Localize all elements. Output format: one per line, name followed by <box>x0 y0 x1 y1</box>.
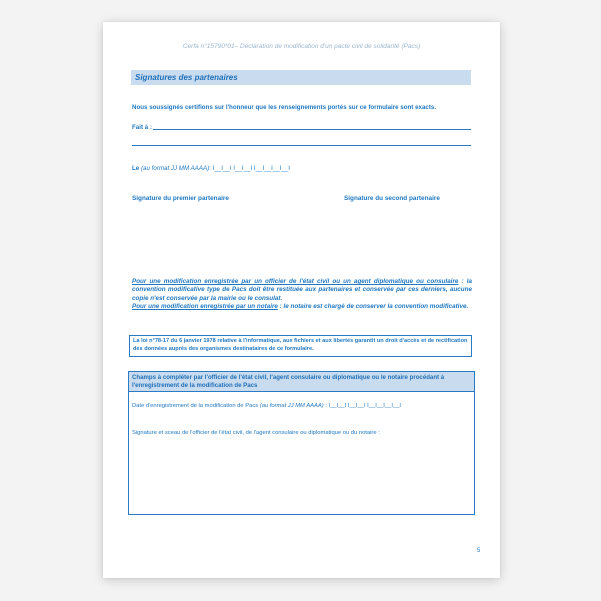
registration-date-format: (au format JJ MM AAAA) <box>259 403 324 409</box>
section-title: Signatures des partenaires <box>135 73 238 82</box>
date-format-hint: (au format JJ MM AAAA) <box>140 165 210 172</box>
official-fields-header: Champs à compléter par l'officier de l'état civil, l'agent consulaire ou diplomatique ou le notaire procédant à l'enregistrement de la modification de Pacs <box>129 372 474 392</box>
certification-text: Nous soussignés certifions sur l'honneur que les renseignements portés sur ce formulaire sont exacts. <box>132 104 437 111</box>
note1-text: : la convention modificative type de Pacs doit être restituée aux partenaires et conservée par ces derniers, aucune copie n'est conservée par la mairie ou le consulat. <box>132 278 472 302</box>
note2-text: : le notaire est chargé de conserver la convention modificative. <box>277 302 469 310</box>
form-page <box>103 22 500 578</box>
privacy-law-box: La loi n°78-17 du 6 janvier 1978 relative à l'informatique, aux fichiers et aux libertés garantit un droit d'accès et de rectification des données auprès des organismes destinataires de ce formulaire. <box>129 335 472 357</box>
registration-date-field[interactable] <box>132 403 401 409</box>
registration-date-boxes[interactable]: : I__I__I I__I__I I__I__I__I__I <box>325 403 402 409</box>
date-boxes[interactable]: : I__I__I I__I__I I__I__I__I__I <box>209 165 291 172</box>
signature-first-partner-label: Signature du premier partenaire <box>132 195 229 202</box>
official-fields-box <box>128 371 475 515</box>
fait-a-label: Fait à : <box>132 124 152 131</box>
date-label: Le <box>132 165 140 172</box>
note2-underlined: Pour une modification enregistrée par un notaire <box>132 302 278 310</box>
conservation-notes <box>132 278 472 311</box>
registration-date-label: Date d'enregistrement de la modification de Pacs <box>132 403 259 409</box>
signature-second-partner-label: Signature du second partenaire <box>344 195 440 202</box>
note1-underlined: Pour une modification enregistrée par un officier de l'état civil ou un agent diplomatique ou consulaire <box>132 278 459 285</box>
section-title-band <box>131 70 471 85</box>
official-signature-label: Signature et sceau de l'officier de l'état civil, de l'agent consulaire ou diplomatique ou du notaire : <box>132 430 380 436</box>
page-number: 5 <box>477 548 481 554</box>
date-field[interactable] <box>132 165 290 172</box>
fait-a-field[interactable] <box>153 129 471 130</box>
document-header: Cerfa n°15790*01– Déclaration de modification d'un pacte civil de solidarité (Pacs) <box>182 43 421 50</box>
fait-a-field-continuation[interactable] <box>132 145 471 146</box>
